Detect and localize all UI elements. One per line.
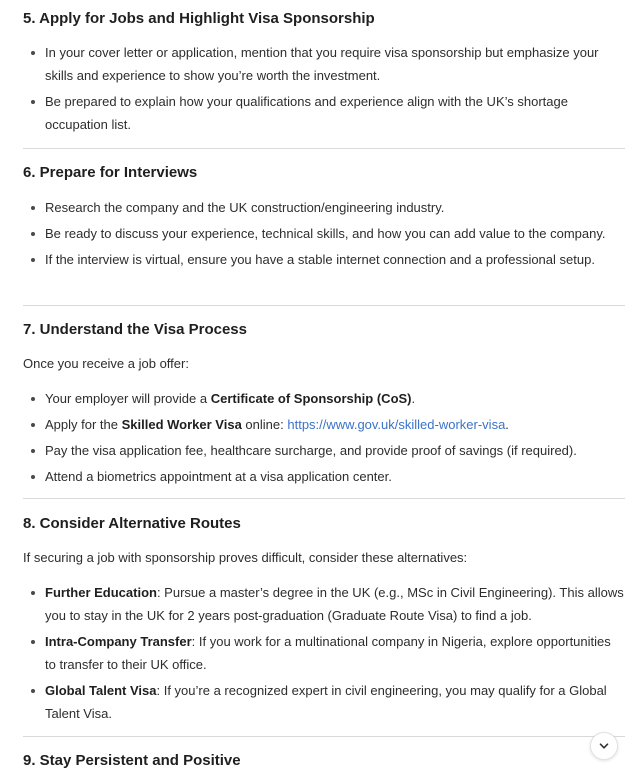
bold-term: Intra-Company Transfer <box>45 634 192 649</box>
chevron-down-icon <box>598 740 610 752</box>
list-item: Be ready to discuss your experience, technical skills, and how you can add value to the company. <box>23 222 625 245</box>
section-intro: If securing a job with sponsorship proves difficult, consider these alternatives: <box>23 550 468 565</box>
list-item: Apply for the Skilled Worker Visa online: https://www.gov.uk/skilled-worker-visa. <box>23 413 625 436</box>
section-intro: Once you receive a job offer: <box>23 356 189 371</box>
list-item: Attend a biometrics appointment at a visa application center. <box>23 465 625 488</box>
visa-link[interactable]: https://www.gov.uk/skilled-worker-visa <box>287 417 506 432</box>
bold-term: Further Education <box>45 585 157 600</box>
bullet-list <box>23 41 625 139</box>
section-divider <box>23 498 625 499</box>
section-divider <box>23 148 625 149</box>
list-item: If the interview is virtual, ensure you have a stable internet connection and a professional setup. <box>23 248 625 271</box>
scroll-to-bottom-button[interactable] <box>590 732 618 760</box>
bullet-list <box>23 196 625 274</box>
bold-term: Certificate of Sponsorship (CoS) <box>210 391 412 406</box>
section-heading: 6. Prepare for Interviews <box>23 164 198 181</box>
list-item: Be prepared to explain how your qualifications and experience align with the UK’s shortage occupation list. <box>23 90 625 136</box>
list-item: Your employer will provide a Certificate of Sponsorship (CoS). <box>23 387 625 410</box>
list-item: Pay the visa application fee, healthcare surcharge, and provide proof of savings (if required). <box>23 439 625 462</box>
section-divider <box>23 736 625 737</box>
section-heading: 8. Consider Alternative Routes <box>23 515 241 532</box>
bold-term: Skilled Worker Visa <box>121 417 242 432</box>
list-item: Intra-Company Transfer: If you work for a multinational company in Nigeria, explore opportunities to transfer to their UK office. <box>23 630 625 676</box>
list-item: In your cover letter or application, mention that you require visa sponsorship but emphasize your skills and experience to show you’re worth the investment. <box>23 41 625 87</box>
section-heading: 7. Understand the Visa Process <box>23 321 247 338</box>
section-heading: 5. Apply for Jobs and Highlight Visa Sponsorship <box>23 10 375 27</box>
list-item: Further Education: Pursue a master’s degree in the UK (e.g., MSc in Civil Engineering). This allows you to stay in the UK for 2 years post-graduation (Graduate Route Visa) to find a job. <box>23 581 625 627</box>
list-item: Research the company and the UK construction/engineering industry. <box>23 196 625 219</box>
list-item: Global Talent Visa: If you’re a recognized expert in civil engineering, you may qualify for a Global Talent Visa. <box>23 679 625 725</box>
bold-term: Global Talent Visa <box>45 683 157 698</box>
section-divider <box>23 305 625 306</box>
bullet-list <box>23 581 625 728</box>
bullet-list <box>23 387 625 491</box>
section-heading: 9. Stay Persistent and Positive <box>23 752 241 769</box>
